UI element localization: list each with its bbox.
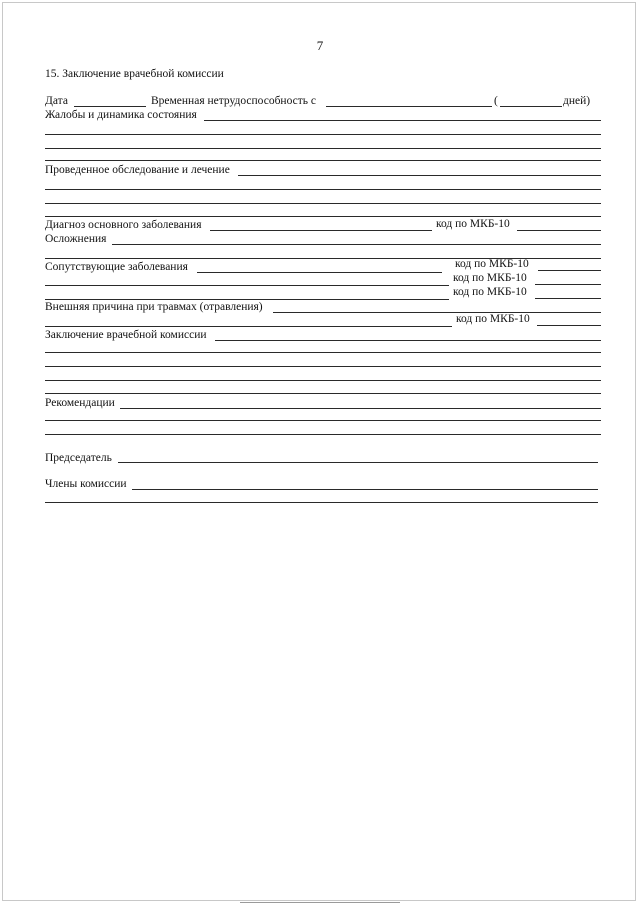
commission-conclusion-line-3[interactable]	[45, 366, 601, 367]
days-open-paren: (	[494, 95, 498, 107]
main-diagnosis-label: Диагноз основного заболевания	[45, 219, 202, 231]
exam-treatment-line-2[interactable]	[45, 189, 601, 190]
complaints-line-3[interactable]	[45, 148, 601, 149]
date-input-line[interactable]	[74, 106, 146, 107]
temp-disability-label: Временная нетрудоспособность с	[151, 95, 316, 107]
comorbidities-icd-label-3: код по МКБ-10	[453, 286, 527, 298]
comorbidities-icd-input-3[interactable]	[535, 298, 601, 299]
page-bottom-edge	[240, 902, 400, 903]
exam-treatment-input-line[interactable]	[238, 175, 601, 176]
external-cause-icd-input[interactable]	[537, 325, 601, 326]
external-cause-label: Внешняя причина при травмах (отравления)	[45, 301, 263, 313]
complaints-label: Жалобы и динамика состояния	[45, 109, 197, 121]
complications-input-line[interactable]	[112, 244, 601, 245]
commission-conclusion-label: Заключение врачебной комиссии	[45, 329, 207, 341]
date-label: Дата	[45, 95, 68, 107]
comorbidities-icd-label-1: код по МКБ-10	[455, 258, 529, 270]
members-label: Члены комиссии	[45, 478, 127, 490]
chairman-input-line[interactable]	[118, 462, 598, 463]
complications-label: Осложнения	[45, 233, 107, 245]
main-diagnosis-icd-label: код по МКБ-10	[436, 218, 510, 230]
commission-conclusion-input-line[interactable]	[215, 340, 601, 341]
comorbidities-icd-label-2: код по МКБ-10	[453, 272, 527, 284]
comorbidities-line-3[interactable]	[45, 299, 449, 300]
comorbidities-input-line[interactable]	[197, 272, 442, 273]
members-input-line[interactable]	[132, 489, 598, 490]
complaints-input-line[interactable]	[204, 120, 601, 121]
commission-conclusion-line-4[interactable]	[45, 380, 601, 381]
external-cause-icd-label: код по МКБ-10	[456, 313, 530, 325]
external-cause-line-2[interactable]	[45, 326, 452, 327]
days-input-line[interactable]	[500, 106, 562, 107]
exam-treatment-line-3[interactable]	[45, 203, 601, 204]
comorbidities-icd-input-1[interactable]	[538, 270, 601, 271]
external-cause-input-line[interactable]	[273, 312, 601, 313]
complaints-line-2[interactable]	[45, 134, 601, 135]
days-label: дней)	[563, 95, 591, 107]
exam-treatment-label: Проведенное обследование и лечение	[45, 164, 230, 176]
main-diagnosis-icd-input-line[interactable]	[517, 230, 601, 231]
section-title: 15. Заключение врачебной комиссии	[45, 68, 224, 80]
temp-disability-input-line[interactable]	[326, 106, 492, 107]
page-number: 7	[316, 38, 324, 53]
chairman-label: Председатель	[45, 452, 112, 464]
complaints-line-4[interactable]	[45, 160, 601, 161]
commission-conclusion-line-5[interactable]	[45, 393, 601, 394]
comorbidities-icd-input-2[interactable]	[535, 284, 601, 285]
comorbidities-line-2[interactable]	[45, 285, 449, 286]
main-diagnosis-input-line[interactable]	[210, 230, 432, 231]
recommendations-line-2[interactable]	[45, 420, 601, 421]
comorbidities-label: Сопутствующие заболевания	[45, 261, 188, 273]
recommendations-input-line[interactable]	[120, 408, 601, 409]
commission-conclusion-line-2[interactable]	[45, 352, 601, 353]
exam-treatment-line-4[interactable]	[45, 216, 601, 217]
recommendations-line-3[interactable]	[45, 434, 601, 435]
members-line-2[interactable]	[45, 502, 598, 503]
recommendations-label: Рекомендации	[45, 397, 115, 409]
